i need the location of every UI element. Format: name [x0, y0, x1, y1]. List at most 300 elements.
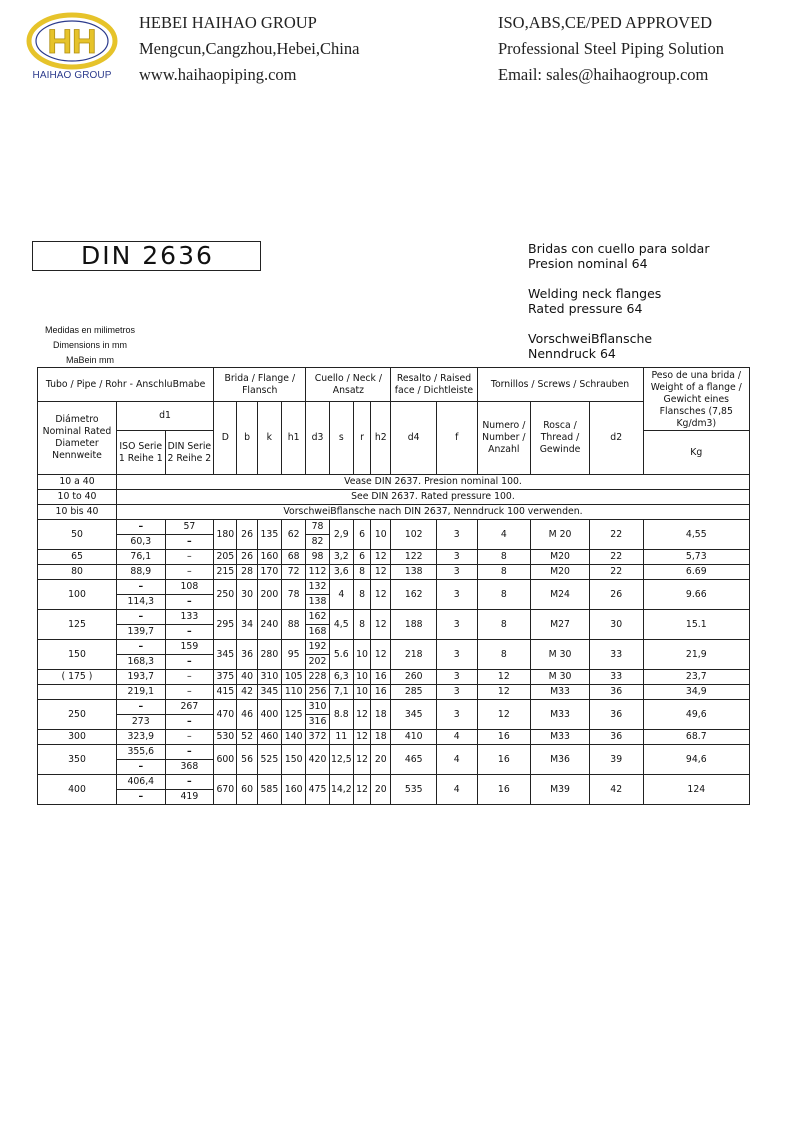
cell-D: 670 — [214, 775, 237, 805]
cell-iso-part: – — [138, 521, 144, 532]
cell-D: 600 — [214, 745, 237, 775]
cell-D: 530 — [214, 730, 237, 745]
cell-din — [165, 580, 214, 610]
header-h1: h1 — [282, 402, 306, 475]
cell-h1: 72 — [282, 565, 306, 580]
cell-r: 12 — [353, 730, 370, 745]
cell-d4: 122 — [391, 550, 437, 565]
cell-s: 4,5 — [329, 610, 353, 640]
cell-b: 40 — [237, 670, 257, 685]
cell-d2: 36 — [589, 685, 643, 700]
cell-thread: M20 — [531, 550, 590, 565]
cell-kg: 5,73 — [643, 550, 749, 565]
header-dn: Diámetro Nominal Rated Diameter Nennweite — [38, 402, 117, 475]
cell-din — [165, 775, 214, 805]
cell-d2: 33 — [589, 640, 643, 670]
cell-s: 4 — [329, 580, 353, 610]
cell-din: – — [165, 670, 214, 685]
header-din: DIN Serie 2 Reihe 2 — [165, 431, 214, 475]
cell-r: 8 — [353, 565, 370, 580]
cell-d3: 112 — [306, 565, 329, 580]
units-note — [40, 323, 140, 368]
company-address: Mengcun,Cangzhou,Hebei,China — [139, 39, 360, 58]
cell-f: 4 — [436, 745, 477, 775]
cell-r: 12 — [353, 775, 370, 805]
cell-D: 345 — [214, 640, 237, 670]
table-row — [38, 775, 750, 805]
cell-r: 12 — [353, 700, 370, 730]
company-website[interactable]: www.haihaopiping.com — [139, 65, 297, 84]
logo-letters: HH — [47, 23, 97, 61]
cell-iso — [116, 745, 165, 775]
cell-h2: 20 — [371, 775, 391, 805]
cell-dn: 50 — [38, 520, 117, 550]
cell-r: 8 — [353, 610, 370, 640]
cell-dn: 100 — [38, 580, 117, 610]
cell-s: 12,5 — [329, 745, 353, 775]
cell-num: 16 — [477, 775, 531, 805]
cell-iso-part: 355,6 — [127, 746, 155, 757]
tagline-text: Professional Steel Piping Solution — [498, 39, 724, 58]
cell-num: 12 — [477, 685, 531, 700]
units-es: Medidas en milimetros — [44, 325, 136, 335]
header-s: s — [329, 402, 353, 475]
cell-dn: 80 — [38, 565, 117, 580]
cell-kg: 94,6 — [643, 745, 749, 775]
spec-table-body — [38, 475, 750, 805]
desc-de-line1: VorschweiBflansche — [528, 331, 653, 346]
cell-k: 160 — [257, 550, 281, 565]
table-row — [38, 565, 750, 580]
header-h2: h2 — [371, 402, 391, 475]
table-row — [38, 550, 750, 565]
cell-num: 16 — [477, 730, 531, 745]
cell-din — [165, 520, 214, 550]
cell-iso-part: 139,7 — [117, 624, 165, 639]
company-logo — [26, 12, 118, 88]
header-screws-group: Tornillos / Screws / Schrauben — [477, 368, 643, 402]
cell-d4: 188 — [391, 610, 437, 640]
cell-h1: 140 — [282, 730, 306, 745]
cell-D: 470 — [214, 700, 237, 730]
header-k: k — [257, 402, 281, 475]
cell-d3: 420 — [306, 745, 329, 775]
cell-d3: 256 — [306, 685, 329, 700]
cell-h1: 110 — [282, 685, 306, 700]
header-d4: d4 — [391, 402, 437, 475]
cell-dn: 65 — [38, 550, 117, 565]
cell-d4: 102 — [391, 520, 437, 550]
cell-k: 525 — [257, 745, 281, 775]
cell-kg: 15.1 — [643, 610, 749, 640]
cell-kg: 124 — [643, 775, 749, 805]
table-row — [38, 745, 750, 775]
header-kg: Kg — [643, 431, 749, 475]
cell-thread: M 30 — [531, 640, 590, 670]
cell-thread: M36 — [531, 745, 590, 775]
hh-logo-icon — [26, 12, 118, 70]
cell-num: 12 — [477, 700, 531, 730]
cell-h1: 160 — [282, 775, 306, 805]
cell-iso — [116, 775, 165, 805]
cell-s: 7,1 — [329, 685, 353, 700]
cell-din-part: 57 — [183, 521, 196, 532]
standard-description — [528, 241, 709, 376]
cell-iso — [116, 580, 165, 610]
desc-spanish — [528, 241, 709, 271]
cell-din-part: 108 — [180, 581, 199, 592]
cell-din-part: – — [166, 654, 214, 669]
cell-k: 585 — [257, 775, 281, 805]
cell-d2: 39 — [589, 745, 643, 775]
cell-thread: M 30 — [531, 670, 590, 685]
cell-b: 30 — [237, 580, 257, 610]
cell-h1: 88 — [282, 610, 306, 640]
cell-d3-part: 192 — [308, 641, 327, 652]
cell-r: 10 — [353, 685, 370, 700]
cell-iso: 323,9 — [116, 730, 165, 745]
cell-iso-part: – — [138, 641, 144, 652]
cell-h1: 150 — [282, 745, 306, 775]
cell-h2: 12 — [371, 565, 391, 580]
cell-d4: 260 — [391, 670, 437, 685]
header-b: b — [237, 402, 257, 475]
cell-f: 3 — [436, 685, 477, 700]
desc-es-line1: Bridas con cuello para soldar — [528, 241, 710, 256]
company-email[interactable]: Email: sales@haihaogroup.com — [498, 65, 709, 84]
cell-din-part: 368 — [166, 759, 214, 774]
cell-din: – — [165, 550, 214, 565]
header-raised-face: Resalto / Raised face / Dichtleiste — [391, 368, 477, 402]
note-text: See DIN 2637. Rated pressure 100. — [116, 490, 749, 505]
header-d3: d3 — [306, 402, 329, 475]
cell-h2: 12 — [371, 610, 391, 640]
cell-kg: 4,55 — [643, 520, 749, 550]
table-row — [38, 685, 750, 700]
cell-iso — [116, 640, 165, 670]
cell-iso — [116, 610, 165, 640]
cell-d3 — [306, 520, 329, 550]
cell-d2: 36 — [589, 730, 643, 745]
cell-din-part: 159 — [180, 641, 199, 652]
cell-din-part: 267 — [180, 701, 199, 712]
cell-d3-part: 316 — [306, 714, 328, 729]
cell-din: – — [165, 565, 214, 580]
cell-b: 36 — [237, 640, 257, 670]
cell-dn: 400 — [38, 775, 117, 805]
cell-num: 12 — [477, 670, 531, 685]
cell-d3 — [306, 580, 329, 610]
cell-thread: M20 — [531, 565, 590, 580]
header-neck-group: Cuello / Neck / Ansatz — [306, 368, 391, 402]
cell-kg: 21,9 — [643, 640, 749, 670]
cell-r: 10 — [353, 670, 370, 685]
cell-D: 295 — [214, 610, 237, 640]
company-credentials — [498, 10, 724, 88]
table-row — [38, 520, 750, 550]
header-numero: Numero / Number / Anzahl — [477, 402, 531, 475]
cell-dn: 125 — [38, 610, 117, 640]
cell-iso — [116, 520, 165, 550]
cell-d3-part: 82 — [306, 534, 328, 549]
cell-b: 34 — [237, 610, 257, 640]
cell-din-part: 133 — [180, 611, 199, 622]
cell-d4: 218 — [391, 640, 437, 670]
cell-iso-part: 60,3 — [117, 534, 165, 549]
table-row — [38, 640, 750, 670]
cell-iso-part: – — [117, 759, 165, 774]
standard-title: DIN 2636 — [32, 241, 261, 271]
note-dn: 10 to 40 — [38, 490, 117, 505]
cell-s: 3,2 — [329, 550, 353, 565]
header-rosca: Rosca / Thread / Gewinde — [531, 402, 590, 475]
cell-b: 28 — [237, 565, 257, 580]
cell-dn — [38, 685, 117, 700]
cell-s: 3,6 — [329, 565, 353, 580]
cell-k: 460 — [257, 730, 281, 745]
cell-iso-part: – — [138, 581, 144, 592]
cell-dn: 300 — [38, 730, 117, 745]
cell-s: 5.6 — [329, 640, 353, 670]
cell-iso-part: 114,3 — [117, 594, 165, 609]
units-de: MaBein mm — [65, 355, 114, 365]
cell-d3: 228 — [306, 670, 329, 685]
cell-d3: 372 — [306, 730, 329, 745]
cell-D: 205 — [214, 550, 237, 565]
cell-d3-part: 168 — [306, 624, 328, 639]
cell-h1: 105 — [282, 670, 306, 685]
cell-h1: 62 — [282, 520, 306, 550]
cell-din — [165, 640, 214, 670]
cell-thread: M33 — [531, 700, 590, 730]
cell-kg: 23,7 — [643, 670, 749, 685]
cell-D: 415 — [214, 685, 237, 700]
cell-r: 6 — [353, 520, 370, 550]
cell-h2: 12 — [371, 550, 391, 565]
cell-thread: M 20 — [531, 520, 590, 550]
cell-h2: 18 — [371, 730, 391, 745]
cell-dn: ( 175 ) — [38, 670, 117, 685]
cell-kg: 6.69 — [643, 565, 749, 580]
cell-iso-part: 406,4 — [127, 776, 155, 787]
header-tube-group: Tubo / Pipe / Rohr - AnschluBmabe — [38, 368, 214, 402]
table-row — [38, 580, 750, 610]
cell-b: 46 — [237, 700, 257, 730]
cell-din-part: – — [166, 714, 214, 729]
header-iso: ISO Serie 1 Reihe 1 — [116, 431, 165, 475]
cell-iso — [116, 700, 165, 730]
cell-f: 3 — [436, 580, 477, 610]
cell-d4: 410 — [391, 730, 437, 745]
cell-d3-part: 162 — [308, 611, 327, 622]
approval-text: ISO,ABS,CE/PED APPROVED — [498, 13, 713, 32]
cell-s: 8.8 — [329, 700, 353, 730]
cell-din-part: – — [187, 776, 192, 787]
cell-s: 14,2 — [329, 775, 353, 805]
cell-k: 310 — [257, 670, 281, 685]
cell-thread: M27 — [531, 610, 590, 640]
flange-spec-table — [37, 367, 750, 805]
cell-f: 3 — [436, 640, 477, 670]
cell-f: 3 — [436, 700, 477, 730]
cell-kg: 68.7 — [643, 730, 749, 745]
note-row — [38, 505, 750, 520]
cell-D: 250 — [214, 580, 237, 610]
cell-thread: M24 — [531, 580, 590, 610]
cell-d2: 42 — [589, 775, 643, 805]
logo-caption: HAIHAO GROUP — [32, 70, 112, 81]
header-r: r — [353, 402, 370, 475]
cell-din: – — [165, 685, 214, 700]
cell-d3: 98 — [306, 550, 329, 565]
note-row — [38, 490, 750, 505]
cell-f: 3 — [436, 670, 477, 685]
header-weight: Peso de una brida / Weight of a flange / Gewicht eines Flansches (7,85 Kg/dm3) — [643, 368, 749, 431]
cell-k: 280 — [257, 640, 281, 670]
cell-s: 11 — [329, 730, 353, 745]
cell-d2: 22 — [589, 520, 643, 550]
desc-en-line1: Welding neck flanges — [528, 286, 662, 301]
header-flange-group: Brida / Flange / Flansch — [214, 368, 306, 402]
cell-iso-part: 168,3 — [117, 654, 165, 669]
cell-d2: 22 — [589, 565, 643, 580]
cell-f: 3 — [436, 520, 477, 550]
cell-f: 3 — [436, 550, 477, 565]
cell-h1: 95 — [282, 640, 306, 670]
cell-d2: 30 — [589, 610, 643, 640]
cell-d3-part: 310 — [308, 701, 327, 712]
cell-r: 10 — [353, 640, 370, 670]
cell-din — [165, 745, 214, 775]
cell-k: 170 — [257, 565, 281, 580]
cell-d2: 26 — [589, 580, 643, 610]
cell-r: 8 — [353, 580, 370, 610]
cell-num: 8 — [477, 580, 531, 610]
cell-b: 42 — [237, 685, 257, 700]
header-f: f — [436, 402, 477, 475]
cell-d3: 475 — [306, 775, 329, 805]
cell-D: 215 — [214, 565, 237, 580]
cell-k: 200 — [257, 580, 281, 610]
cell-dn: 150 — [38, 640, 117, 670]
cell-b: 60 — [237, 775, 257, 805]
cell-D: 375 — [214, 670, 237, 685]
desc-german — [528, 331, 709, 361]
company-info — [139, 10, 359, 88]
note-text: Vease DIN 2637. Presion nominal 100. — [116, 475, 749, 490]
cell-d3 — [306, 610, 329, 640]
cell-d2: 22 — [589, 550, 643, 565]
desc-es-line2: Presion nominal 64 — [528, 256, 648, 271]
note-dn: 10 a 40 — [38, 475, 117, 490]
cell-din — [165, 610, 214, 640]
table-row — [38, 700, 750, 730]
cell-r: 12 — [353, 745, 370, 775]
cell-d4: 162 — [391, 580, 437, 610]
cell-d4: 138 — [391, 565, 437, 580]
cell-iso-part: – — [138, 611, 144, 622]
cell-thread: M33 — [531, 730, 590, 745]
cell-num: 8 — [477, 565, 531, 580]
cell-d3-part: 132 — [308, 581, 327, 592]
cell-d4: 535 — [391, 775, 437, 805]
cell-k: 400 — [257, 700, 281, 730]
cell-din-part: – — [166, 534, 214, 549]
cell-h2: 16 — [371, 685, 391, 700]
cell-din: – — [165, 730, 214, 745]
cell-b: 26 — [237, 520, 257, 550]
cell-thread: M39 — [531, 775, 590, 805]
cell-h2: 12 — [371, 580, 391, 610]
header-d2: d2 — [589, 402, 643, 475]
cell-din-part: – — [187, 746, 192, 757]
cell-b: 52 — [237, 730, 257, 745]
cell-din-part: – — [166, 594, 214, 609]
desc-english — [528, 286, 709, 316]
cell-k: 240 — [257, 610, 281, 640]
cell-s: 2,9 — [329, 520, 353, 550]
cell-iso: 193,7 — [116, 670, 165, 685]
cell-din — [165, 700, 214, 730]
desc-de-line2: Nenndruck 64 — [528, 346, 616, 361]
cell-f: 4 — [436, 730, 477, 745]
cell-f: 4 — [436, 775, 477, 805]
cell-thread: M33 — [531, 685, 590, 700]
cell-d3 — [306, 700, 329, 730]
cell-num: 8 — [477, 640, 531, 670]
cell-iso: 219,1 — [116, 685, 165, 700]
cell-h2: 16 — [371, 670, 391, 685]
cell-d2: 36 — [589, 700, 643, 730]
cell-b: 26 — [237, 550, 257, 565]
cell-r: 6 — [353, 550, 370, 565]
desc-en-line2: Rated pressure 64 — [528, 301, 643, 316]
cell-dn: 250 — [38, 700, 117, 730]
cell-iso: 88,9 — [116, 565, 165, 580]
cell-din-part: – — [166, 624, 214, 639]
units-en: Dimensions in mm — [52, 340, 128, 350]
cell-d3 — [306, 640, 329, 670]
note-text: VorschweiBflansche nach DIN 2637, Nenndruck 100 verwenden. — [116, 505, 749, 520]
cell-f: 3 — [436, 610, 477, 640]
cell-d3-part: 202 — [306, 654, 328, 669]
table-row — [38, 670, 750, 685]
cell-f: 3 — [436, 565, 477, 580]
cell-iso-part: 273 — [117, 714, 165, 729]
cell-d4: 345 — [391, 700, 437, 730]
cell-h2: 20 — [371, 745, 391, 775]
cell-num: 16 — [477, 745, 531, 775]
cell-h1: 68 — [282, 550, 306, 565]
cell-iso-part: – — [117, 789, 165, 804]
cell-b: 56 — [237, 745, 257, 775]
cell-num: 4 — [477, 520, 531, 550]
note-row — [38, 475, 750, 490]
company-name: HEBEI HAIHAO GROUP — [139, 13, 317, 32]
cell-num: 8 — [477, 550, 531, 565]
note-dn: 10 bis 40 — [38, 505, 117, 520]
table-row — [38, 730, 750, 745]
cell-D: 180 — [214, 520, 237, 550]
cell-kg: 9.66 — [643, 580, 749, 610]
cell-kg: 34,9 — [643, 685, 749, 700]
cell-din-part: 419 — [166, 789, 214, 804]
cell-k: 345 — [257, 685, 281, 700]
cell-iso-part: – — [138, 701, 144, 712]
cell-d3-part: 78 — [311, 521, 324, 532]
cell-d2: 33 — [589, 670, 643, 685]
header-D: D — [214, 402, 237, 475]
